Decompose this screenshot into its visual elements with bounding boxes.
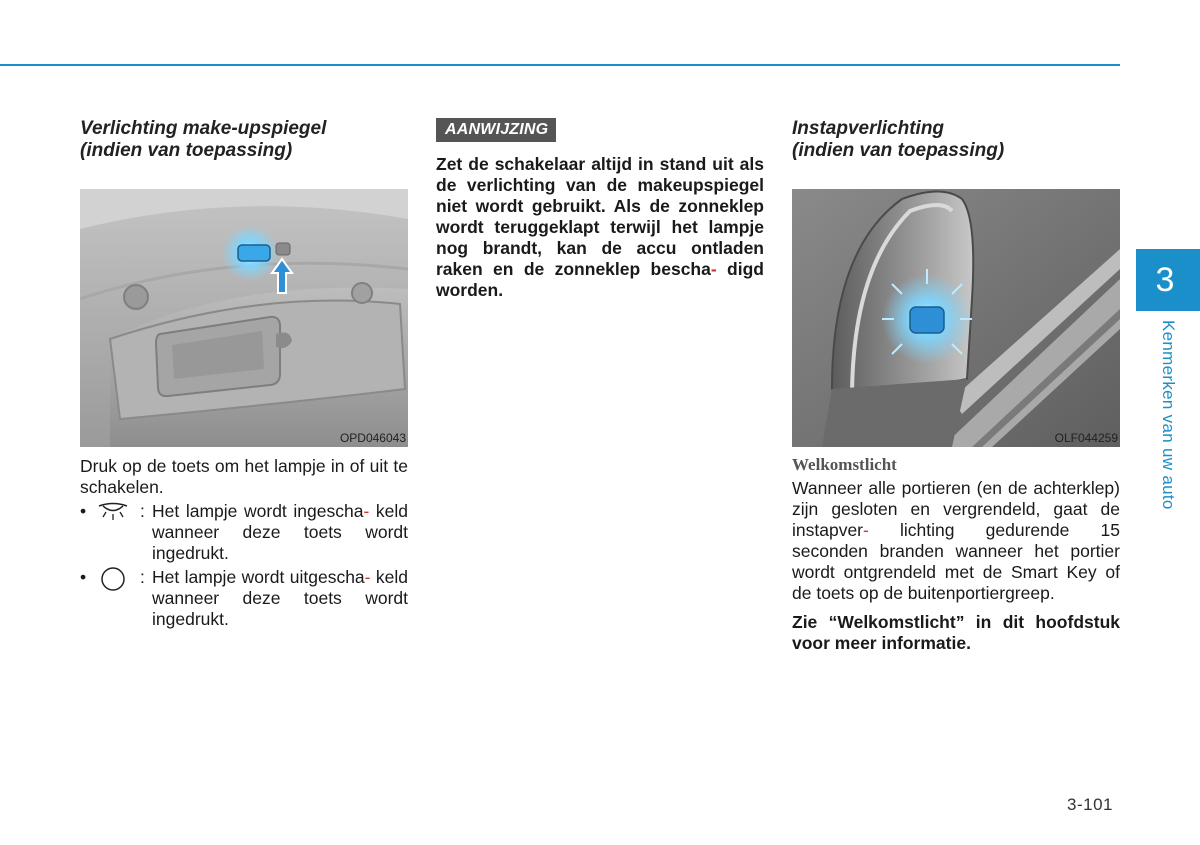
note-badge: AANWIJZING <box>436 118 556 142</box>
section-title-vanity-light <box>80 118 408 162</box>
chapter-title: Kenmerken van uw auto <box>1159 320 1178 510</box>
hyphen: - <box>364 567 371 587</box>
top-rule <box>0 64 1120 66</box>
section-title-entry-light <box>792 118 1120 162</box>
bullet-colon: : <box>140 567 145 587</box>
note-text-part2: digd worden. <box>436 259 764 300</box>
bullet-text: Het lampje wordt ingescha <box>152 501 364 521</box>
hyphen: - <box>363 501 370 521</box>
section-title-line2: (indien van toepassing) <box>80 140 293 161</box>
column-right <box>792 118 1120 654</box>
lamp-off-icon <box>96 567 130 589</box>
bullet-text: Het lampje wordt uitgescha <box>152 567 365 587</box>
welcome-paragraph <box>792 478 1120 604</box>
chapter-tab: 3 <box>1136 249 1200 311</box>
bullet-dot: • <box>80 501 87 521</box>
bullet-dot: • <box>80 567 87 587</box>
bullet-lamp-on <box>80 501 408 564</box>
welcome-paragraph-part2: lichting gedurende 15 seconden branden wanneer het portier wordt ontgrendeld met de Smart Key of de toets op de buitenportiergreep. <box>792 520 1120 603</box>
section-title-line1: Instapverlichting <box>792 118 945 139</box>
figure-mirror-puddle-lamp <box>792 189 1120 447</box>
subheading-welcome-light: Welkomstlicht <box>792 455 897 474</box>
column-middle <box>436 118 764 301</box>
welcome-paragraph-part1: Wanneer alle portieren (en de achterklep) zijn gesloten en vergrendeld, gaat de instapver <box>792 478 1120 540</box>
hyphen: - <box>863 520 869 540</box>
note-text <box>436 154 764 301</box>
section-title-line2: (indien van toepassing) <box>792 140 1005 161</box>
intro-text: Druk op de toets om het lampje in of uit te schakelen. <box>80 456 408 497</box>
bullet-lamp-off <box>80 567 408 630</box>
vanity-mirror-illustration <box>80 189 408 447</box>
bullet-text-cont: keld wanneer deze toets wordt ingedrukt. <box>152 567 408 629</box>
figure-code: OPD046043 <box>339 431 406 445</box>
page-number: 3-101 <box>1067 795 1113 814</box>
figure-vanity-mirror <box>80 189 408 447</box>
note-text-part1: Zet de schakelaar altijd in stand uit als de verlichting van de makeupspiegel niet wordt gebruikt. Als de zonneklep wordt teruggeklapt terwijl het lampje nog brandt, kan de accu ontladen raken en de zonneklep bescha <box>436 154 764 279</box>
column-left <box>80 118 408 630</box>
figure-code: OLF044259 <box>1054 431 1118 445</box>
section-title-line1: Verlichting make-upspiegel <box>80 118 327 139</box>
bullet-colon: : <box>140 501 145 521</box>
mirror-lamp-illustration <box>792 189 1120 447</box>
bullet-text-cont: keld wanneer deze toets wordt ingedrukt. <box>152 501 408 563</box>
lamp-on-icon <box>96 501 130 523</box>
reference-text: Zie “Welkomstlicht” in dit hoofdstuk voor meer informatie. <box>792 612 1120 653</box>
hyphen: - <box>710 259 717 279</box>
